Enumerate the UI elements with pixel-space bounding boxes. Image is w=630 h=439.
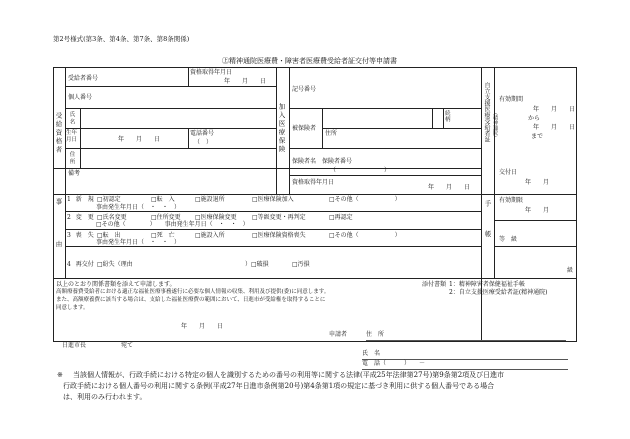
checkbox-insurance-loss[interactable]: □医療保険資格喪失: [252, 232, 306, 239]
acquired-date-label: 資格取得年月日: [190, 69, 233, 76]
self-support-validity-label: 有効期間: [499, 96, 524, 103]
phone-label: 電話番号: [190, 130, 215, 137]
declaration-line-2: 高額療養費受給者における適正な福祉医療事務遂行に必要な個人情報の収集、利用及び提供(委)に同意します。: [56, 289, 330, 295]
checkbox-insurance-join[interactable]: □医療保険加入: [252, 196, 294, 203]
reason-row-4-no: 4: [67, 261, 71, 268]
footnote-line-1: 当該個人情報が、行政手続における特定の個人を識別するための番号の利用等に関する法律(平成25年法律第27号)第9条第2項及び日進市: [73, 371, 505, 379]
issue-date-label: 交付日: [499, 169, 518, 176]
reason-row-1-no: 1: [67, 196, 71, 203]
checkbox-damaged[interactable]: ）□破損: [245, 261, 269, 268]
mayor-label: 日進市長: [62, 342, 87, 349]
insurance-vertical-label: 加入医療保険: [277, 103, 286, 154]
checkbox-facility-discharge[interactable]: □施設退所: [195, 196, 225, 203]
attachment-label: 添付書類: [422, 281, 447, 288]
form-number: 第2号様式(第3条、第4条、第7条、第8条関係): [53, 35, 190, 43]
checkbox-grade-change[interactable]: □等級変更・再判定: [252, 214, 306, 221]
booklet-validity-label: 有効期限: [499, 197, 524, 204]
reason-row-3-date: 事由発生年月日（ ・ ・ ）: [96, 239, 181, 246]
self-support-vertical-sub: （精神通院）: [492, 110, 498, 140]
reason-row-2-type: 変 更: [75, 214, 94, 221]
note-label: 備考: [68, 170, 81, 177]
applicant-address-label: 住 所: [366, 331, 385, 338]
grade-label: 等 級: [499, 236, 518, 243]
applicant-name-label: 氏 名: [362, 350, 381, 357]
footnote-mark: ※: [57, 371, 63, 379]
self-support-vertical-label: 自立支援医療受給者証: [483, 82, 490, 142]
reason-vertical-text: 事由: [54, 198, 63, 283]
declaration-line-3: また、高額療養費に該当する場合は、支給した福祉医療費の範囲において、日進市が受給権を取得することに: [56, 297, 326, 303]
checkbox-other-1[interactable]: □その他（ ）: [329, 196, 401, 203]
title-text: 精神通院医療費・障害者医療費受給者証交付等申請書: [229, 57, 397, 65]
individual-number-label: 個人番号: [68, 94, 93, 101]
acquired-date-value: 年 月 日: [224, 78, 267, 85]
applicant-label: 申請者: [329, 331, 348, 338]
self-support-start-date: 年 月 日: [533, 106, 576, 113]
name-label: 氏名: [68, 111, 75, 126]
reason-row-3: [67, 233, 94, 239]
reason-row-2-date: □その他（ ） 事由発生年月日（ ・ ・ ）: [96, 221, 249, 228]
checkbox-lost[interactable]: □紛失（理由: [97, 261, 133, 268]
birth-label: 生年月日: [66, 130, 78, 143]
recipient-vertical-label: 受給資格者: [54, 112, 63, 155]
attachment-2: 2：自立支援医療受給者証(精神通院): [449, 289, 548, 296]
grade-unit: 級: [567, 267, 574, 274]
insured-label: 被保険者: [292, 125, 317, 132]
insurer-number-label: 保険者番号: [322, 158, 353, 165]
reason-row-2-no: 2: [67, 214, 71, 221]
insurer-name-label: 保険者名: [292, 158, 317, 165]
booklet-vertical-text: 手帳: [483, 200, 492, 261]
reason-row-4: [67, 262, 94, 268]
self-support-from: から: [528, 115, 541, 122]
checkbox-facility-admission[interactable]: □施設入所: [195, 232, 225, 239]
reason-row-1-date: 事由発生年月日（ ・ ・ ）: [96, 204, 181, 211]
checkbox-name-change[interactable]: □氏名変更: [97, 214, 127, 221]
checkbox-address-change[interactable]: □住所変更: [151, 214, 181, 221]
checkbox-death[interactable]: □死 亡: [151, 232, 175, 239]
insurance-acquired-label: 資格取得年月日: [292, 179, 335, 186]
reason-vertical-label: [54, 198, 64, 283]
insurer-paren: （ ）: [330, 167, 391, 174]
addressed-to: 宛て: [121, 342, 134, 349]
phone-paren: （ ）: [194, 139, 213, 146]
declaration-line-4: 同意します。: [56, 305, 89, 311]
address-label: 住所: [68, 151, 75, 166]
declaration-line-1: 以上のとおり関係書類を添えて申請します。: [56, 281, 176, 288]
checkbox-initial[interactable]: □初認定: [97, 196, 121, 203]
checkbox-other-3[interactable]: □その他（ ）: [329, 232, 401, 239]
insurance-acquired-value: 年 月 日: [428, 184, 471, 191]
reason-row-4-type: 再交付: [75, 261, 94, 268]
insured-address-label: 住所: [325, 130, 338, 137]
booklet-vertical-label: [484, 200, 493, 275]
reason-row-2: [67, 215, 94, 221]
issue-date-value: 年 月: [525, 179, 550, 186]
circle-mark: ㊤: [222, 57, 229, 65]
applicant-phone: 電 話（ ） －: [362, 360, 426, 367]
application-date: 年 月 日: [181, 323, 224, 330]
relation-label: 続柄: [445, 111, 451, 123]
reason-row-3-no: 3: [67, 232, 71, 239]
checkbox-insurance-change[interactable]: □医療保険変更: [195, 214, 237, 221]
form-title: [222, 58, 397, 65]
footnote-line-3: は、利用のみ行われます。: [63, 393, 147, 401]
checkbox-transfer-out[interactable]: □転 出: [97, 232, 121, 239]
symbol-number-label: 記号番号: [292, 86, 317, 93]
footnote-line-2: 行政手続における個人番号の利用に関する条例(平成27年日進市条例第20号)第4条第1項の規定に基づき利用に供する個人番号である場合: [63, 382, 495, 390]
self-support-end-date: 年 月 日: [533, 124, 576, 131]
checkbox-soiled[interactable]: □汚損: [292, 261, 310, 268]
self-support-until: まで: [531, 133, 544, 140]
reason-row-1-type: 新 規: [75, 196, 94, 203]
recipient-number-label: 受給者番号: [68, 75, 99, 82]
checkbox-transfer-in[interactable]: □転 入: [151, 196, 175, 203]
booklet-validity-value: 年 月: [525, 207, 550, 214]
reason-row-3-type: 喪 失: [75, 232, 94, 239]
reason-row-1: [67, 197, 94, 203]
birth-date-value: 年 月 日: [118, 136, 161, 143]
attachment-1: 1：精神障害者保健福祉手帳: [449, 281, 525, 288]
checkbox-recertify[interactable]: □再認定: [329, 214, 353, 221]
